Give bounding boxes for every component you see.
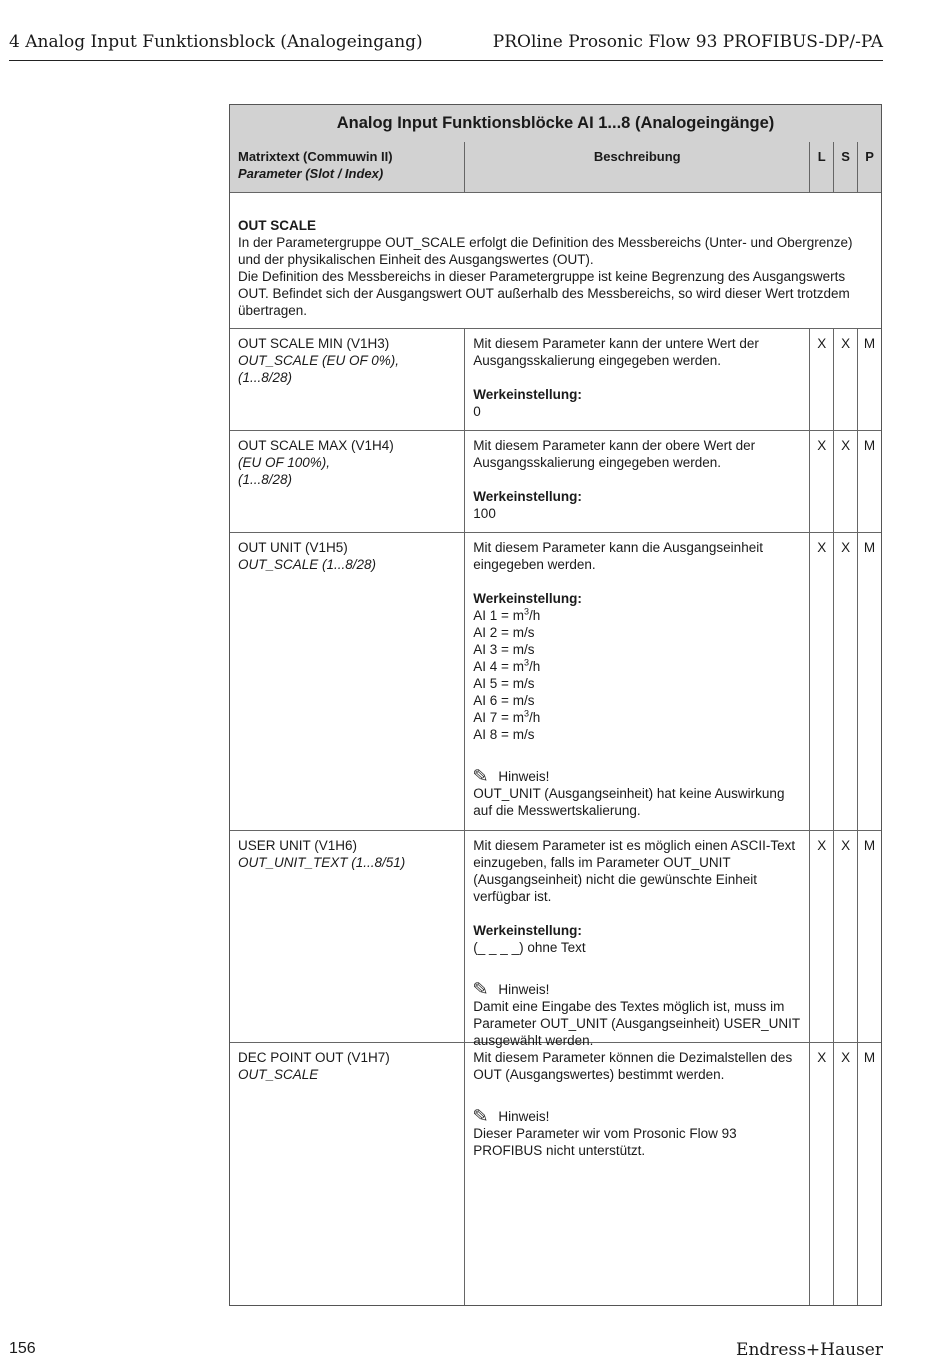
default-value: 0 [473,404,481,419]
param-name: DEC POINT OUT (V1H7) [238,1050,390,1065]
unit-item: AI $1 = m^3/h$ [473,606,541,623]
default-value: 100 [473,506,496,521]
param-slot-index: OUT_SCALE (EU OF 0%), (1...8/28) [238,353,400,385]
param-name: USER UNIT (V1H6) [238,838,358,853]
note-header [473,1108,801,1125]
flag-l: X [810,831,834,1042]
unit-item: AI $4 = m^3/h$ [473,657,541,674]
param-name-cell [230,1043,465,1305]
header-l: L [810,142,834,192]
note-label: Hinweis! [498,769,550,784]
param-name-cell [230,831,465,1042]
unit-item: AI $7 = m^3/h$ [473,708,541,725]
header-description: Beschreibung [465,142,810,192]
flag-s: X [834,431,858,532]
table-row [230,830,881,1048]
header-product-name: PROline Prosonic Flow 93 PROFIBUS-DP/-PA [492,32,883,52]
flag-s: X [834,533,858,830]
flag-l: X [810,431,834,532]
table-row [230,1042,881,1305]
header-matrixtext-cell [230,142,465,192]
unit-item: AI 6 = m/s [473,693,535,708]
flag-s: X [834,329,858,430]
brand-name: Endress+Hauser [736,1340,883,1360]
flag-p: M [863,438,876,453]
param-slot-index: OUT_SCALE [238,1067,319,1082]
parameter-table [229,104,882,1306]
param-name: OUT SCALE MIN (V1H3) [238,336,390,351]
param-slot-index: OUT_SCALE (1...8/28) [238,557,377,572]
pencil-icon: ✎ [472,979,490,999]
header-s: S [834,142,858,192]
flag-s: X [834,1043,858,1305]
param-slot-index: OUT_UNIT_TEXT (1...8/51) [238,855,406,870]
pencil-icon: ✎ [472,1106,490,1126]
unit-item: AI 3 = m/s [473,642,535,657]
flag-p: M [863,1050,876,1065]
header-chapter-title: 4 Analog Input Funktionsblock (Analogeingang) [9,32,423,52]
param-description: Mit diesem Parameter ist es möglich einen ASCII-Text einzugeben, falls im Parameter OUT_UNIT (Ausgangseinheit) nicht die gewünschte Einheit verfügbar ist. [473,838,796,904]
param-name-cell [230,533,465,830]
param-description: Mit diesem Parameter kann der obere Wert der Ausgangsskalierung eingegeben werden. [473,438,756,470]
param-slot-index-2: (1...8/28) [238,472,293,487]
flag-p: M [863,336,876,351]
table-row [230,532,881,830]
param-description-cell [465,329,810,430]
section-title: OUT SCALE [238,218,317,233]
section-text-2: Die Definition des Messbereichs in dieser Parametergruppe ist keine Begrenzung des Ausgangswerts OUT. Befindet sich der Ausgangswert OUT außerhalb des Messbereichs, so wird dieser Wert trotzdem übertragen. [238,269,850,318]
param-slot-index: (EU OF 100%), [238,455,331,470]
table-title: Analog Input Funktionsblöcke AI 1...8 (Analogeingänge) [230,105,881,142]
param-description-cell [465,831,810,1048]
header-p: P [865,149,874,164]
note-text: Dieser Parameter wir vom Prosonic Flow 93 PROFIBUS nicht unterstützt. [473,1126,737,1158]
section-text: In der Parametergruppe OUT_SCALE erfolgt die Definition des Messbereichs (Unter- und Obergrenze) und der physikalischen Einheit des Ausgangswertes (OUT). [238,235,853,267]
header-parameter: Parameter (Slot / Index) [238,166,384,181]
flag-p: M [863,838,876,853]
note-label: Hinweis! [498,982,550,997]
default-label: Werkeinstellung: [473,387,582,402]
note-text: Damit eine Eingabe des Textes möglich ist, muss im Parameter OUT_UNIT (Ausgangseinheit) USER_UNIT ausgewählt werden. [473,999,800,1048]
param-name-cell [230,329,465,430]
param-description-cell [465,533,810,830]
param-description: Mit diesem Parameter kann der untere Wert der Ausgangsskalierung eingegeben werden. [473,336,759,368]
flag-l: X [810,329,834,430]
param-description-cell [465,1043,810,1305]
default-value: (_ _ _ _) ohne Text [473,940,586,955]
note-text: OUT_UNIT (Ausgangseinheit) hat keine Auswirkung auf die Messwertskalierung. [473,786,785,818]
page-number: 156 [9,1340,36,1357]
unit-item: AI 8 = m/s [473,727,535,742]
flag-l: X [810,1043,834,1305]
param-name: OUT SCALE MAX (V1H4) [238,438,394,453]
table-header-row [230,142,881,192]
out-scale-section [230,192,881,328]
default-label: Werkeinstellung: [473,923,582,938]
flag-l: X [810,533,834,830]
param-name: OUT UNIT (V1H5) [238,540,348,555]
note-header [473,768,801,785]
note-label: Hinweis! [498,1109,550,1124]
header-rule [9,60,883,61]
pencil-icon: ✎ [472,766,490,786]
header-matrixtext: Matrixtext (Commuwin II) [238,149,393,164]
note-header [473,981,801,998]
flag-p: M [863,540,876,555]
unit-item: AI 5 = m/s [473,676,535,691]
table-row [230,328,881,430]
param-description: Mit diesem Parameter können die Dezimalstellen des OUT (Ausgangswertes) bestimmt werden. [473,1050,793,1082]
flag-s: X [834,831,858,1042]
unit-list [473,607,801,743]
table-row [230,430,881,532]
default-label: Werkeinstellung: [473,591,582,606]
param-description-cell [465,431,810,532]
unit-item: AI 2 = m/s [473,625,535,640]
param-description: Mit diesem Parameter kann die Ausgangseinheit eingegeben werden. [473,540,763,572]
param-name-cell [230,431,465,532]
default-label: Werkeinstellung: [473,489,582,504]
